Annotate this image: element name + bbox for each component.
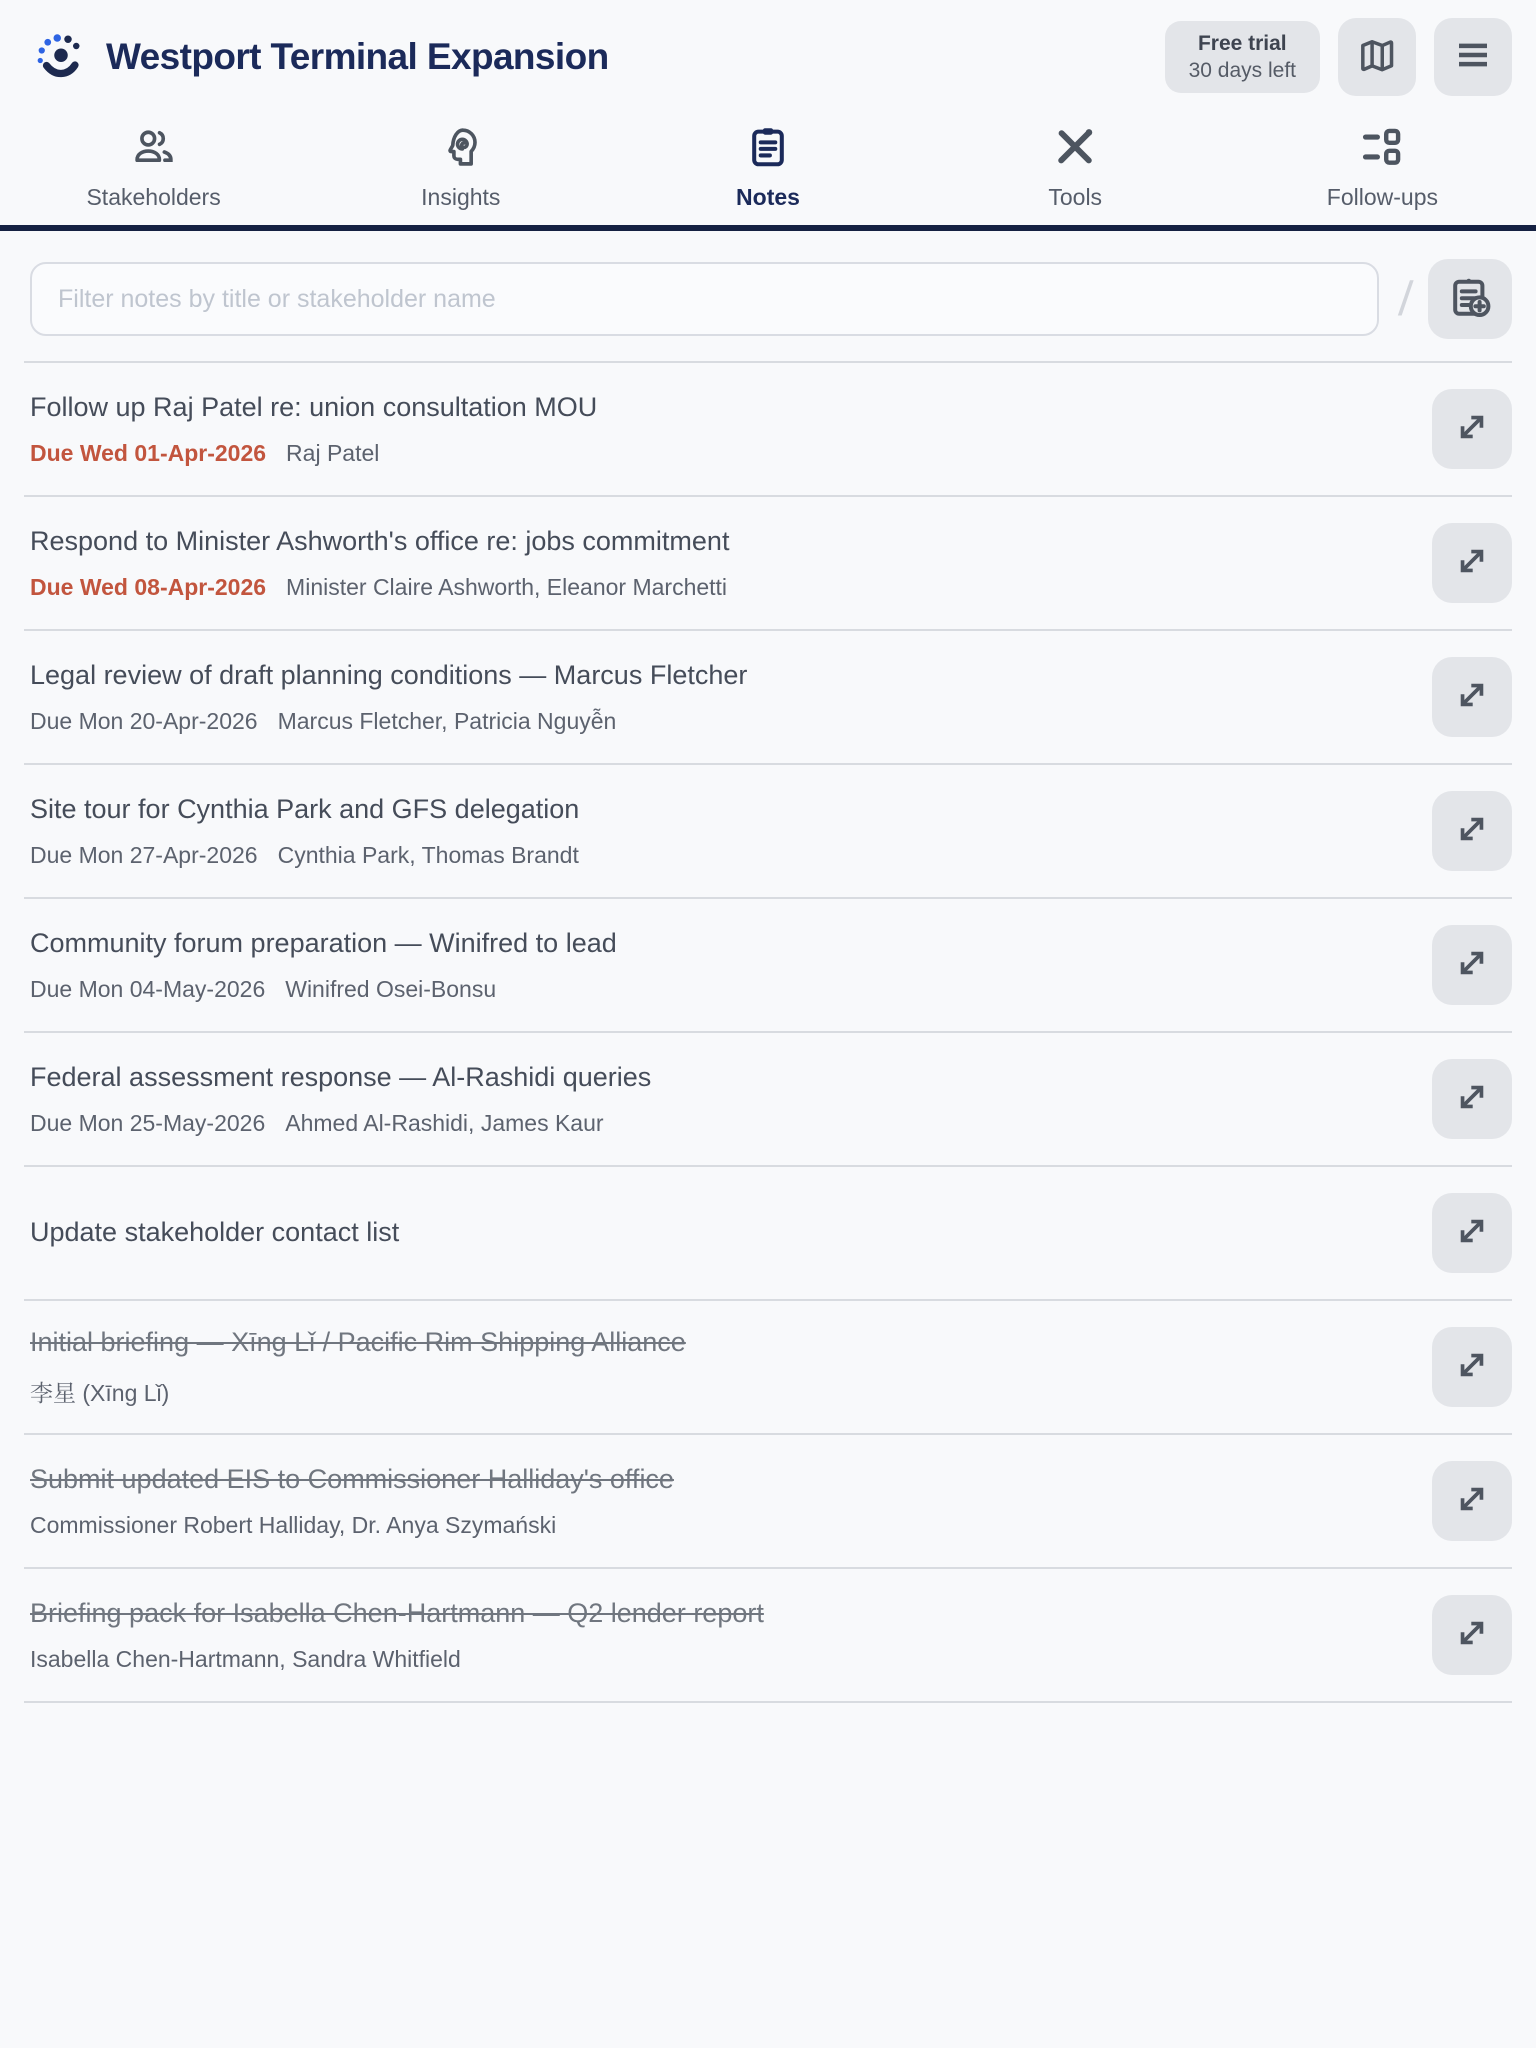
tab-notes[interactable] — [614, 124, 921, 225]
expand-note-button[interactable] — [1432, 791, 1512, 871]
note-content — [30, 659, 1432, 735]
expand-icon — [1451, 674, 1493, 721]
add-note-button[interactable] — [1428, 259, 1512, 339]
note-due-date: Due Mon 04-May-2026 — [30, 975, 266, 1002]
free-trial-badge[interactable] — [1165, 21, 1320, 94]
note-content — [30, 391, 1432, 467]
tab-stakeholders[interactable] — [0, 124, 307, 225]
note-stakeholders: Winifred Osei-Bonsu — [285, 975, 497, 1002]
header-actions — [1165, 18, 1512, 96]
page-title: Westport Terminal Expansion — [106, 36, 609, 77]
map-icon — [1356, 34, 1398, 81]
note-stakeholders: Marcus Fletcher, Patricia Nguyễn — [277, 707, 617, 734]
note-meta — [30, 708, 1402, 735]
note-stakeholders: Raj Patel — [286, 439, 380, 466]
free-trial-label: Free trial — [1197, 31, 1287, 55]
note-title: Site tour for Cynthia Park and GFS delegation — [30, 794, 580, 825]
note-content — [30, 525, 1432, 601]
menu-button[interactable] — [1434, 18, 1512, 96]
note-row — [24, 497, 1512, 631]
note-title: Initial briefing — Xīng Lǐ / Pacific Rim Shipping Alliance — [30, 1327, 686, 1358]
note-due-date: Due Wed 08-Apr-2026 — [30, 573, 267, 600]
note-content — [30, 1597, 1432, 1673]
note-row — [24, 1167, 1512, 1301]
note-stakeholders: Minister Claire Ashworth, Eleanor Marchetti — [286, 573, 728, 600]
note-due-date: Due Mon 25-May-2026 — [30, 1109, 266, 1136]
note-title: Federal assessment response — Al-Rashidi queries — [30, 1062, 652, 1093]
note-title: Legal review of draft planning conditions — Marcus Fletcher — [30, 660, 748, 691]
hamburger-menu-icon — [1452, 34, 1494, 81]
note-meta — [30, 976, 1402, 1003]
slash-shortcut-hint: / — [1396, 272, 1414, 326]
note-row — [24, 765, 1512, 899]
note-stakeholders: 李星 (Xīng Lǐ) — [30, 1379, 170, 1406]
filter-notes-input[interactable] — [30, 262, 1379, 336]
note-content — [30, 1326, 1432, 1408]
note-due-date: Due Mon 20-Apr-2026 — [30, 707, 258, 734]
expand-icon — [1451, 1076, 1493, 1123]
tab-tools[interactable] — [922, 124, 1229, 225]
expand-icon — [1451, 1344, 1493, 1391]
expand-note-button[interactable] — [1432, 925, 1512, 1005]
main-tabbar — [0, 114, 1536, 231]
note-title: Respond to Minister Ashworth's office re: jobs commitment — [30, 526, 730, 557]
psychology-icon — [438, 124, 484, 175]
note-title: Community forum preparation — Winifred to lead — [30, 928, 617, 959]
expand-note-button[interactable] — [1432, 1595, 1512, 1675]
note-meta — [30, 574, 1402, 601]
expand-icon — [1451, 1478, 1493, 1525]
tab-label: Tools — [1048, 184, 1103, 210]
tab-insights[interactable] — [307, 124, 614, 225]
tab-label: Follow-ups — [1326, 184, 1439, 210]
expand-icon — [1451, 942, 1493, 989]
note-title: Follow up Raj Patel re: union consultation MOU — [30, 392, 598, 423]
checklist-icon — [1359, 124, 1405, 175]
expand-icon — [1451, 540, 1493, 587]
note-title: Update stakeholder contact list — [30, 1217, 400, 1248]
tab-label: Notes — [736, 184, 800, 210]
clipboard-plus-icon — [1446, 273, 1494, 326]
note-row — [24, 899, 1512, 1033]
note-stakeholders: Commissioner Robert Halliday, Dr. Anya Szymański — [30, 1511, 557, 1538]
note-stakeholders: Isabella Chen-Hartmann, Sandra Whitfield — [30, 1645, 461, 1672]
expand-icon — [1451, 1612, 1493, 1659]
note-content — [30, 927, 1432, 1003]
expand-icon — [1451, 406, 1493, 453]
note-meta — [30, 842, 1402, 869]
note-content — [30, 1216, 1432, 1250]
note-meta — [30, 1512, 1402, 1539]
clipboard-icon — [745, 124, 791, 175]
people-icon — [131, 124, 177, 175]
map-button[interactable] — [1338, 18, 1416, 96]
note-meta — [30, 1646, 1402, 1673]
note-row — [24, 1033, 1512, 1167]
expand-note-button[interactable] — [1432, 1327, 1512, 1407]
app-header — [0, 0, 1536, 114]
note-content — [30, 1061, 1432, 1137]
note-row — [24, 363, 1512, 497]
expand-note-button[interactable] — [1432, 389, 1512, 469]
expand-note-button[interactable] — [1432, 657, 1512, 737]
tools-icon — [1052, 124, 1098, 175]
note-stakeholders: Ahmed Al-Rashidi, James Kaur — [285, 1109, 604, 1136]
tab-follow-ups[interactable] — [1229, 124, 1536, 225]
tab-label: Stakeholders — [86, 184, 221, 210]
note-meta — [30, 1375, 1402, 1408]
note-content — [30, 1463, 1432, 1539]
app-logo-icon — [30, 27, 90, 87]
note-row — [24, 631, 1512, 765]
note-meta — [30, 440, 1402, 467]
note-row — [24, 1435, 1512, 1569]
expand-icon — [1451, 808, 1493, 855]
note-title: Briefing pack for Isabella Chen-Hartmann — Q2 lender report — [30, 1598, 764, 1629]
expand-note-button[interactable] — [1432, 523, 1512, 603]
expand-icon — [1451, 1210, 1493, 1257]
note-meta — [30, 1110, 1402, 1137]
note-title: Submit updated EIS to Commissioner Halliday's office — [30, 1464, 674, 1495]
note-stakeholders: Cynthia Park, Thomas Brandt — [277, 841, 579, 868]
note-content — [30, 793, 1432, 869]
filter-bar — [0, 231, 1536, 361]
note-row — [24, 1569, 1512, 1703]
trial-days-left: 30 days left — [1188, 59, 1296, 82]
note-row — [24, 1301, 1512, 1435]
note-due-date: Due Mon 27-Apr-2026 — [30, 841, 258, 868]
tab-label: Insights — [421, 184, 501, 210]
expand-note-button[interactable] — [1432, 1059, 1512, 1139]
notes-list — [24, 361, 1512, 1703]
expand-note-button[interactable] — [1432, 1461, 1512, 1541]
expand-note-button[interactable] — [1432, 1193, 1512, 1273]
note-due-date: Due Wed 01-Apr-2026 — [30, 439, 267, 466]
